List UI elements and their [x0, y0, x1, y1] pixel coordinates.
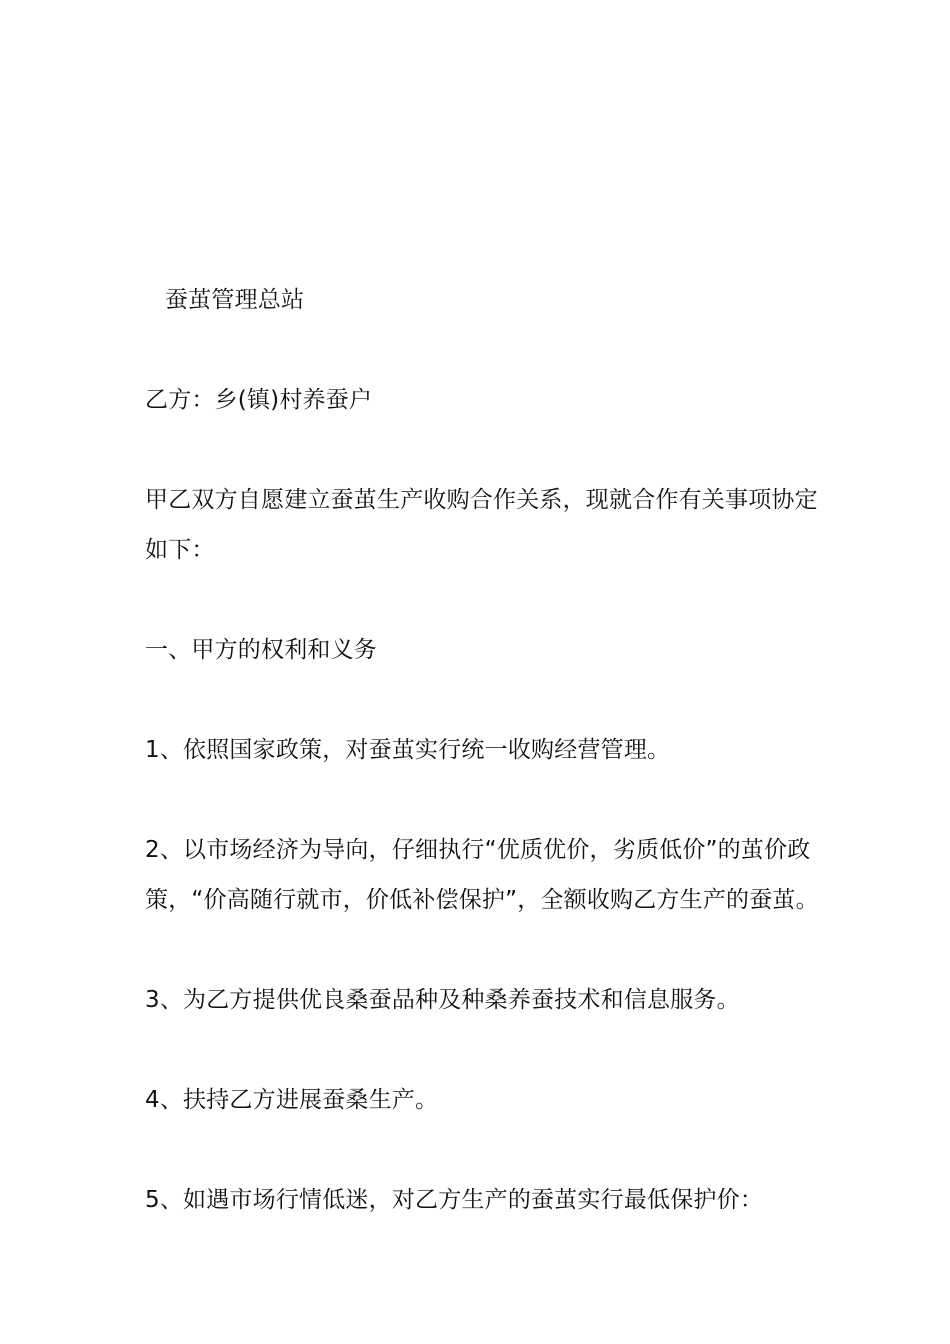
intro-paragraph-line-2: 如下：: [145, 537, 215, 563]
clause-2-line-2: 策，“价高随行就市，价低补偿保护”，全额收购乙方生产的蚕茧。: [145, 887, 819, 913]
section-heading-party-a-rights: 一、甲方的权利和义务: [145, 637, 377, 663]
clause-4: 4、扶持乙方进展蚕桑生产。: [145, 1087, 439, 1113]
party-a-organization: 蚕茧管理总站: [165, 287, 305, 313]
intro-paragraph-line-1: 甲乙双方自愿建立蚕茧生产收购合作关系，现就合作有关事项协定: [145, 487, 818, 513]
clause-1: 1、依照国家政策，对蚕茧实行统一收购经营管理。: [145, 737, 671, 763]
clause-3: 3、为乙方提供优良桑蚕品种及种桑养蚕技术和信息服务。: [145, 987, 740, 1013]
clause-5: 5、如遇市场行情低迷，对乙方生产的蚕茧实行最低保护价：: [145, 1187, 764, 1213]
clause-2-line-1: 2、以市场经济为导向，仔细执行“优质优价，劣质低价”的茧价政: [145, 837, 811, 863]
party-b-line: 乙方：乡(镇)村养蚕户: [145, 387, 373, 413]
